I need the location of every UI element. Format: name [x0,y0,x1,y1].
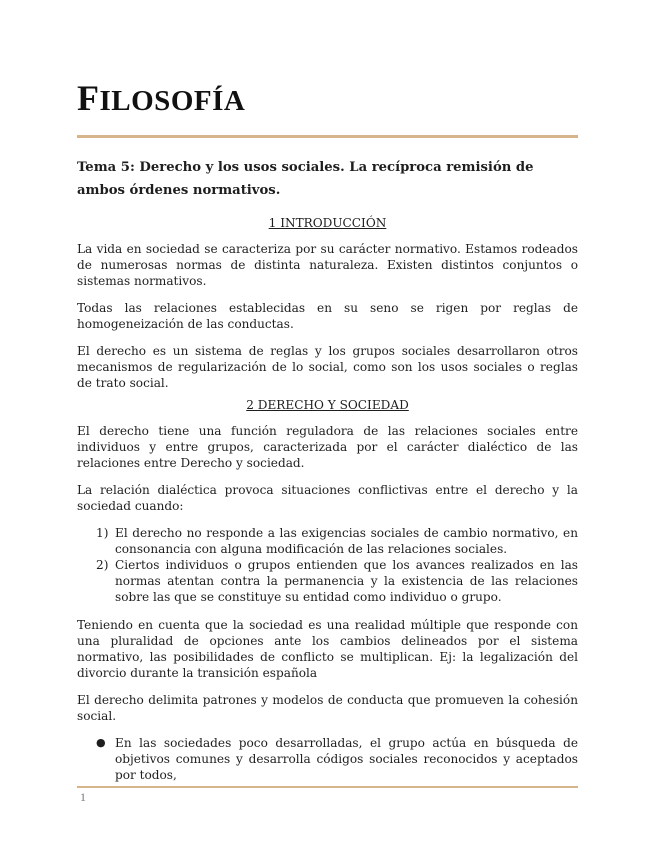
list-item-text: Ciertos individuos o grupos entienden que los avances realizados en las normas atentan contra la permanencia y la existencia de las relaciones sobre las que se constituye su entidad como individuo o grupo. [115,558,578,604]
title-rule [77,135,578,138]
list-item-text: El derecho no responde a las exigencias sociales de cambio normativo, en consonancia con alguna modificación de las relaciones sociales. [115,526,578,556]
document-title [77,80,245,119]
list-number: 2) [96,558,109,572]
document-body [77,215,578,783]
paragraph: Teniendo en cuenta que la sociedad es una realidad múltiple que responde con una pluralidad de opciones ante los cambios delineados por el sistema normativo, las posibilidades de conflicto se multiplican. Ej: la legalización del divorcio durante la transición española [77,618,578,680]
paragraph: La vida en sociedad se caracteriza por su carácter normativo. Estamos rodeados de numerosas normas de distinta naturaleza. Existen distintos conjuntos o sistemas normativos. [77,242,578,288]
paragraph: La relación dialéctica provoca situaciones conflictivas entre el derecho y la sociedad cuando: [77,483,578,513]
title-rest: ILOSOFÍA [99,85,246,117]
list-item [77,557,578,605]
paragraph: Todas las relaciones establecidas en su seno se rigen por reglas de homogeneización de las conductas. [77,301,578,331]
list-item [77,525,578,557]
section-heading-derecho-sociedad: 2 DERECHO Y SOCIEDAD [246,398,409,412]
paragraph: El derecho tiene una función reguladora de las relaciones sociales entre individuos y entre grupos, caracterizada por el carácter dialéctico de las relaciones entre Derecho y sociedad. [77,424,578,470]
list-item [77,735,578,783]
paragraph: El derecho delimita patrones y modelos de conducta que promueven la cohesión social. [77,693,578,723]
list-item-text: En las sociedades poco desarrolladas, el grupo actúa en búsqueda de objetivos comunes y desarrolla códigos sociales reconocidos y aceptados por todos, [115,736,578,782]
title-initial: F [77,78,100,118]
bullet-list [77,735,578,783]
footer-rule [77,786,578,788]
topic-heading: Tema 5: Derecho y los usos sociales. La recíproca remisión de ambos órdenes normativos. [77,160,534,198]
numbered-list [77,525,578,605]
list-number: 1) [96,526,109,540]
page-number: 1 [80,790,86,804]
section-heading-introduccion: 1 INTRODUCCIÓN [268,216,387,230]
bullet-icon: ● [96,736,106,749]
paragraph: El derecho es un sistema de reglas y los grupos sociales desarrollaron otros mecanismos de regularización de lo social, como son los usos sociales o reglas de trato social. [77,344,578,390]
